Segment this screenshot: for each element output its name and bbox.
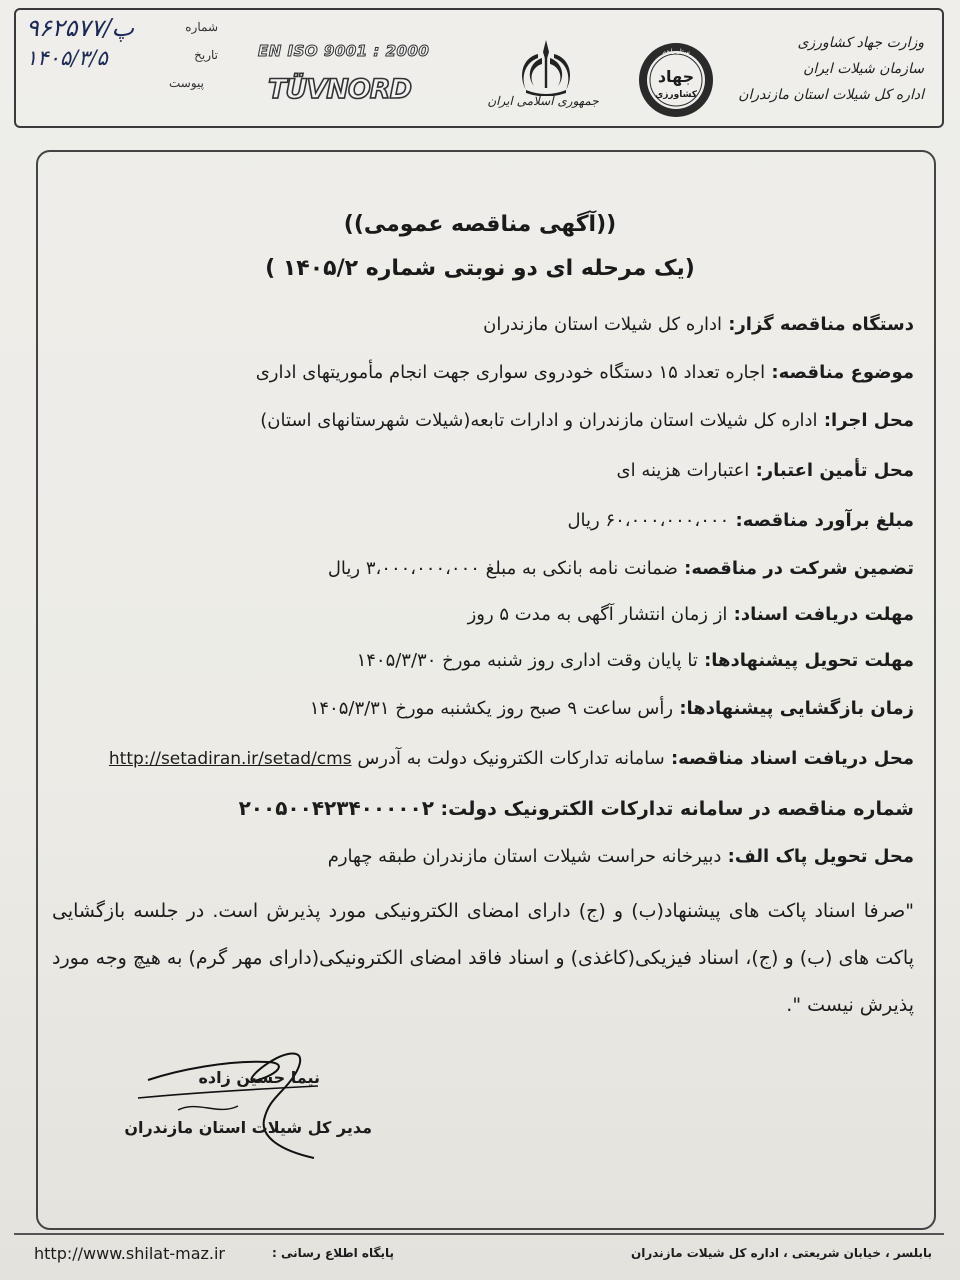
field-label: مبلغ برآورد مناقصه	[742, 510, 914, 531]
field-value: اعتبارات هزینه ای	[616, 460, 750, 481]
field-label: تضمین شرکت در مناقصه	[691, 558, 914, 579]
field-tender-organizer: دستگاه مناقصه گزار: اداره کل شیلات استان مازندران	[483, 314, 914, 335]
organization-line: سازمان شیلات ایران	[803, 61, 924, 77]
notice-title: ((آگهی مناقصه عمومی))	[343, 212, 617, 237]
field-participation-guarantee: تضمین شرکت در مناقصه: ضمانت نامه بانکی به مبلغ ۳،۰۰۰،۰۰۰،۰۰۰ ریال	[327, 558, 914, 579]
letter-number-handwritten: ۹۶۲۵۷۷/پ	[26, 14, 135, 42]
electronic-signature-note: "صرفا اسناد پاکت های پیشنهاد(ب) و (ج) دارای امضای الکترونیکی مورد پذیرش است. در جلسه بازگشایی پاکت های (ب) و (ج)، اسناد فیزیکی(کاغذی) و اسناد فاقد امضای الکترونیکی(دارای مهر گرم) به هیچ وجه مورد پذیرش نیست ".	[52, 900, 914, 1016]
field-label: مهلت دریافت اسناد	[740, 604, 914, 625]
field-value: رأس ساعت ۹ صبح روز یکشنبه مورخ ۱۴۰۵/۳/۳۱	[309, 698, 674, 719]
field-tender-number: شماره مناقصه در سامانه تدارکات الکترونیک دولت: ۲۰۰۵۰۰۴۲۳۴۰۰۰۰۰۲	[238, 796, 914, 820]
jahad-keshavarzi-logo	[636, 40, 716, 120]
tuv-nord-logo: TÜVNORD	[268, 74, 411, 105]
field-estimated-amount: مبلغ برآورد مناقصه: ۶۰،۰۰۰،۰۰۰،۰۰۰ ریال	[567, 510, 914, 531]
field-opening-time: زمان بازگشایی پیشنهادها: رأس ساعت ۹ صبح روز یکشنبه مورخ ۱۴۰۵/۳/۳۱	[309, 698, 914, 719]
logo-main-text: جهاد	[657, 67, 695, 86]
field-label: زمان بازگشایی پیشنهادها	[686, 698, 914, 719]
field-label: محل تحویل پاک الف	[734, 846, 914, 867]
ministry-block	[704, 30, 924, 108]
footer-portal-label: پایگاه اطلاع رسانی :	[272, 1246, 395, 1260]
field-execution-place: محل اجرا: اداره کل شیلات استان مازندران و ادارات تابعه(شیلات شهرستانهای استان)	[260, 410, 914, 431]
field-tender-subject: موضوع مناقصه: اجاره تعداد ۱۵ دستگاه خودروی سواری جهت انجام مأموریتهای اداری	[255, 362, 914, 383]
field-value: اجاره تعداد ۱۵ دستگاه خودروی سواری جهت انجام مأموریتهای اداری	[255, 362, 766, 383]
field-value: ضمانت نامه بانکی به مبلغ ۳،۰۰۰،۰۰۰،۰۰۰ ریال	[327, 558, 678, 579]
setad-url-link[interactable]: http://setadiran.ir/setad/cms	[108, 749, 352, 769]
field-label: محل اجرا	[831, 410, 914, 431]
field-value: اداره کل شیلات استان مازندران و ادارات تابعه(شیلات شهرستانهای استان)	[260, 410, 818, 431]
signer-name: نیما حسین زاده	[198, 1068, 320, 1087]
footer-divider	[14, 1233, 944, 1235]
footer-address: بابلسر ، خیابان شریعتی ، اداره کل شیلات مازندران	[630, 1246, 932, 1260]
notice-subtitle: (یک مرحله ای دو نوبتی شماره ۱۴۰۵/۲ )	[265, 256, 695, 281]
field-value: از زمان انتشار آگهی به مدت ۵ روز	[467, 604, 728, 625]
field-value: سامانه تدارکات الکترونیک دولت به آدرس	[357, 748, 665, 769]
number-label: شماره	[185, 20, 218, 34]
letter-date-handwritten: ۱۴۰۵/۳/۵	[26, 46, 108, 70]
ministry-line: وزارت جهاد کشاورزی	[797, 35, 924, 51]
republic-label: جمهوری اسلامی ایران	[487, 94, 599, 108]
attachment-label: پیوست	[169, 76, 204, 90]
iran-emblem-icon	[512, 36, 580, 96]
field-label: مهلت تحویل پیشنهادها	[711, 650, 914, 671]
field-funding-source: محل تأمین اعتبار: اعتبارات هزینه ای	[616, 460, 914, 481]
footer-website-link[interactable]: http://www.shilat-maz.ir	[34, 1244, 226, 1263]
field-label: شماره مناقصه در سامانه تدارکات الکترونیک دولت	[448, 798, 914, 820]
field-value: ۶۰،۰۰۰،۰۰۰،۰۰۰ ریال	[567, 510, 730, 531]
field-label: محل تأمین اعتبار	[762, 460, 914, 481]
logo-bottom-text: کشاورزی	[655, 90, 697, 100]
field-document-deadline: مهلت دریافت اسناد: از زمان انتشار آگهی به مدت ۵ روز	[467, 604, 914, 625]
logo-top-text: ستاد باهم	[662, 48, 690, 56]
field-label: موضوع مناقصه	[778, 362, 914, 383]
field-submission-deadline: مهلت تحویل پیشنهادها: تا پایان وقت اداری روز شنبه مورخ ۱۴۰۵/۳/۳۰	[356, 650, 914, 671]
field-value: اداره کل شیلات استان مازندران	[483, 314, 722, 335]
signer-title: مدیر کل شیلات استان مازندران	[124, 1118, 372, 1137]
field-label: دستگاه مناقصه گزار	[735, 314, 914, 335]
field-value: تا پایان وقت اداری روز شنبه مورخ ۱۴۰۵/۳/۳۰	[356, 650, 698, 671]
iso-certification-text: EN ISO 9001 : 2000	[258, 42, 430, 60]
department-line: اداره کل شیلات استان مازندران	[738, 87, 924, 103]
field-envelope-a-delivery: محل تحویل پاک الف: دبیرخانه حراست شیلات استان مازندران طبقه چهارم	[327, 846, 914, 867]
handwritten-signature	[118, 1040, 368, 1170]
field-label: محل دریافت اسناد مناقصه	[678, 748, 914, 769]
field-value: دبیرخانه حراست شیلات استان مازندران طبقه چهارم	[327, 846, 722, 867]
date-label: تاریخ	[194, 48, 218, 62]
tender-number-value: ۲۰۰۵۰۰۴۲۳۴۰۰۰۰۰۲	[238, 796, 434, 820]
field-document-location: محل دریافت اسناد مناقصه: سامانه تدارکات الکترونیک دولت به آدرس http://setadiran.ir/setad/cms	[108, 748, 914, 769]
letter-meta	[26, 14, 226, 98]
